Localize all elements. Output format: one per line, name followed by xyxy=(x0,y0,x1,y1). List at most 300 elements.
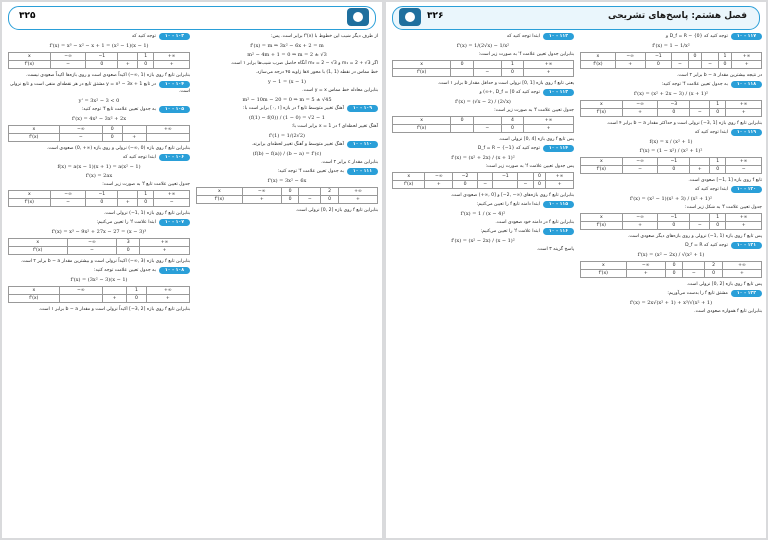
sign-table-cell: x xyxy=(197,188,243,196)
sign-table-cell: 0 xyxy=(658,166,690,174)
sign-table-cell: 1 xyxy=(138,191,154,199)
page-number: ۳۲۶ xyxy=(427,11,444,21)
sign-table-cell: 1 xyxy=(501,61,524,69)
math-formula: f'(x) = (x² − 1)(x² + 3) / (x² + 1)² xyxy=(629,196,712,202)
answer-intro-text: در تابع y = x³ − 3x + 1 مشتق تابع در هر نقطه‌ای منفی است و تابع نزولی است. xyxy=(9,82,190,94)
sign-table-cell xyxy=(59,295,102,303)
sign-table-cell: f'(x) xyxy=(581,166,623,174)
solution-text: بنابراین تابع f روی بازه (0 ,∞−) نزولی و روی بازه (∞+ ,0) صعودی است. xyxy=(46,146,190,151)
sign-table-cell: f'(x) xyxy=(581,270,627,278)
sign-table-cell: − xyxy=(50,61,86,69)
sign-table-cell: 0 xyxy=(688,53,701,61)
solution-text: یعنی تابع f روی بازه [1 ,0] نزولی است و حداقل مقدار b برابر ۱ است. xyxy=(437,81,574,86)
answer-intro-text: آهنگ تغییر متوسط و آهنگ تغییر لحظه‌ای برابرند. xyxy=(251,142,344,147)
sign-table-cell: − xyxy=(473,69,501,77)
sign-table xyxy=(580,100,762,117)
solution-text: بنابراین تابع f روی بازه (1 ,∞−) اکیداً صعودی است و روی بازه‌ها اکیداً صعودی نیست. xyxy=(26,73,190,78)
sign-table-cell: 0 xyxy=(645,61,672,69)
left-page-column-1 xyxy=(8,32,190,315)
solution-text: بنابراین تابع f روی بازه‌های (∞− ,2−] و [0 ,∞+) صعودی است. xyxy=(450,193,574,198)
question-answer-line xyxy=(392,33,574,40)
answer-intro-text: به جدول تعیین علامت f' توجه کنید: xyxy=(661,82,728,87)
sign-table-cell: +∞ xyxy=(154,191,190,199)
answer-intro-text: مشتق تابع f را بدست می‌آوریم: xyxy=(667,291,728,296)
sign-table-cell: −∞ xyxy=(615,53,645,61)
sign-table-cell: 0 xyxy=(710,166,726,174)
question-number-badge: ۱۰ - ۱۰۶ xyxy=(159,154,190,161)
sign-table-cell: +∞ xyxy=(154,53,190,61)
right-page-column-2 xyxy=(580,32,762,317)
sign-table-cell: 0 xyxy=(86,61,118,69)
question-answer-line xyxy=(196,168,378,175)
question-number-badge: ۱۰ - ۱۱۱ xyxy=(347,168,378,175)
sign-table-cell xyxy=(473,117,501,125)
sign-table-cell xyxy=(672,53,689,61)
question-number-badge: ۱۰ - ۱۲۰ xyxy=(731,186,762,193)
sign-table xyxy=(580,213,762,230)
sign-table-cell: − xyxy=(726,166,762,174)
question-answer-line xyxy=(580,186,762,193)
question-number-badge: ۱۰ - ۱۰۷ xyxy=(159,219,190,226)
sign-table-cell: 0 xyxy=(281,196,299,204)
solution-text: بنابراین مقدار c برابر ۲ است. xyxy=(321,160,378,165)
math-formula: f'(x) = (x² − 2x) / √(x² + 1) xyxy=(637,252,705,258)
math-formula: f'(x) = 2ax xyxy=(85,173,113,179)
math-formula: f'(x) = m ⇒ 3x² − 6x + 2 = m xyxy=(250,43,324,49)
sign-table-cell: −∞ xyxy=(622,101,658,109)
math-formula: f'(x) = 1 / (x − 4)² xyxy=(460,211,506,217)
question-number-badge: ۱۰ - ۱۱۷ xyxy=(731,33,762,40)
answer-intro-text: ابتدا توجه کنید که xyxy=(694,187,728,192)
sign-table-cell: −∞ xyxy=(622,158,658,166)
sign-table-cell: +∞ xyxy=(732,53,762,61)
sign-table-cell: −3 xyxy=(658,101,690,109)
sign-table-cell: − xyxy=(690,109,710,117)
solution-text: تابع f روی بازه [1 ,1−] صعودی است. xyxy=(688,178,762,183)
sign-table-cell: +∞ xyxy=(722,262,761,270)
math-formula: f'(x) = 2x√(x² + 1) + x³/√(x² + 1) xyxy=(629,300,713,306)
sign-table-cell: +∞ xyxy=(524,61,574,69)
sign-table-cell: + xyxy=(524,69,574,77)
solution-text: بنابراین تابع f روی بازه [2 ,0] نزولی است. xyxy=(295,208,378,213)
sign-table-cell: x xyxy=(9,191,51,199)
math-formula: y' = 3x² − 3 < 0 xyxy=(78,98,120,104)
sign-table-cell: x xyxy=(9,239,68,247)
answer-intro-text: به جدول تعیین علامت تابع f' توجه کنید: xyxy=(81,107,156,112)
question-answer-line xyxy=(580,290,762,297)
sign-table xyxy=(8,286,190,303)
sign-table-cell: 0 xyxy=(117,247,140,255)
answer-intro-text: توجه کنید که D_f = [0 ,+∞) و xyxy=(479,90,540,95)
answer-intro-text: ابتدا توجه کنید که xyxy=(122,155,156,160)
sign-table xyxy=(8,190,190,207)
sign-table-cell: + xyxy=(154,61,190,69)
chapter-title: فصل هشتم: پاسخ‌های تشریحی xyxy=(608,11,747,21)
sign-table-cell: +∞ xyxy=(146,287,189,295)
solution-text: خط مماس در نقطه (1 ,1) با محور xها زاویه ۴۵ درجه می‌سازد. xyxy=(255,70,378,75)
sign-table-cell: 0 xyxy=(138,199,154,207)
math-formula: f'(x) = 3x² − 6x xyxy=(267,178,307,184)
sign-table-cell: −1 xyxy=(86,191,118,199)
sign-table-cell: f'(x) xyxy=(581,222,623,230)
question-number-badge: ۱۰ - ۱۱۰ xyxy=(347,141,378,148)
sign-table-cell: x xyxy=(581,262,627,270)
sign-table-cell: + xyxy=(102,295,126,303)
solution-text: پس تابع f روی بازه [2 ,0] نزولی است. xyxy=(686,282,762,287)
sign-table-cell: −∞ xyxy=(626,262,665,270)
question-answer-line xyxy=(392,145,574,152)
sign-table-cell: + xyxy=(425,181,453,189)
sign-table-cell: + xyxy=(338,196,377,204)
page-number: ۳۲۵ xyxy=(19,11,36,21)
question-answer-line xyxy=(8,33,190,40)
sign-table-cell: +∞ xyxy=(524,117,574,125)
sign-table-cell: − xyxy=(154,199,190,207)
sign-table-cell: 0 xyxy=(533,181,546,189)
sign-table-cell: f'(x) xyxy=(9,134,60,142)
solution-text: در نتیجه بیشترین مقدار b − a برابر ۲ است. xyxy=(676,73,762,78)
sign-table-cell: −∞ xyxy=(50,53,86,61)
sign-table-cell: 0 xyxy=(710,109,726,117)
question-answer-line xyxy=(8,106,190,113)
sign-table-cell xyxy=(118,53,138,61)
question-answer-line xyxy=(392,201,574,208)
answer-intro-text: به جدول تعیین علامت توجه کنید: xyxy=(93,268,156,273)
sign-table-cell xyxy=(451,69,474,77)
question-number-badge: ۱۰ - ۱۱۴ xyxy=(543,145,574,152)
question-number-badge: ۱۰ - ۱۱۵ xyxy=(543,201,574,208)
sign-table-cell: x xyxy=(581,214,623,222)
sign-table xyxy=(580,261,762,278)
answer-intro-text: ابتدا دامنه تابع f را تعیین می‌کنیم: xyxy=(476,202,540,207)
sign-table-cell: 0 xyxy=(705,270,723,278)
answer-intro-text: آهنگ تغییر متوسط تابع f در بازه [۱ ,۰] برابر است با: xyxy=(243,106,344,111)
solution-text: بنابراین تابع f در دامنه خود صعودی است. xyxy=(495,220,574,225)
sign-table-cell: 0 xyxy=(710,222,726,230)
sign-table-cell: 0 xyxy=(533,173,546,181)
sign-table-cell: 1 xyxy=(710,158,726,166)
question-answer-line xyxy=(580,129,762,136)
sign-table-cell: −2 xyxy=(453,173,478,181)
sign-table-cell xyxy=(683,262,705,270)
sign-table-cell: f'(x) xyxy=(9,199,51,207)
sign-table-cell: − xyxy=(622,166,658,174)
question-answer-line xyxy=(580,81,762,88)
sign-table xyxy=(8,52,190,69)
sign-table-cell: 0 xyxy=(138,61,154,69)
sign-table-cell: 2 xyxy=(321,188,339,196)
answer-intro-text: ابتدا علامت f' را تعیین می‌کنیم: xyxy=(96,220,156,225)
sign-table-cell: + xyxy=(122,134,146,142)
sign-table-cell: 0 xyxy=(658,222,690,230)
sign-table-cell: 0 xyxy=(658,109,690,117)
question-answer-line xyxy=(392,89,574,96)
solution-text: بنابراین تابع f روی بازه [2 ,3−] اکیداً نزولی است و مقدار b − a برابر ۱ است. xyxy=(38,307,190,312)
question-number-badge: ۱۰ - ۱۰۴ xyxy=(159,81,190,88)
sign-table-cell: +∞ xyxy=(140,239,190,247)
sign-table-cell: 0 xyxy=(501,125,524,133)
solution-text: جدول تعیین علامت تابع f' به صورت زیر است: xyxy=(102,182,190,187)
sign-table-cell: 1 xyxy=(718,53,731,61)
sign-table-cell: − xyxy=(672,61,689,69)
question-number-badge: ۱۰ - ۱۰۸ xyxy=(159,267,190,274)
question-number-badge: ۱۰ - ۱۱۶ xyxy=(543,228,574,235)
solution-text: جدول تعیین علامت f' به شکل زیر است: xyxy=(685,205,762,210)
sign-table-cell: 1 xyxy=(138,53,154,61)
sign-table-cell xyxy=(690,101,710,109)
sign-table-cell xyxy=(146,134,189,142)
sign-table-cell: f'(x) xyxy=(581,61,616,69)
sign-table-cell: 0 xyxy=(127,295,147,303)
sign-table-cell xyxy=(118,191,138,199)
math-formula: f'(x) = 1 − 1/x² xyxy=(652,43,690,49)
sign-table-cell xyxy=(477,173,492,181)
sign-table xyxy=(196,187,378,204)
sign-table-cell: 0 xyxy=(501,69,524,77)
sign-table-cell: x xyxy=(581,53,616,61)
left-page-column-2 xyxy=(196,32,378,216)
sign-table-cell: + xyxy=(732,61,762,69)
sign-table-cell: −1 xyxy=(645,53,672,61)
sign-table-cell: 0 xyxy=(451,61,474,69)
sign-table-cell: − xyxy=(67,247,117,255)
sign-table-cell: + xyxy=(546,181,574,189)
sign-table-cell: − xyxy=(473,125,501,133)
sign-table-cell: f'(x) xyxy=(393,125,451,133)
sign-table-cell: +∞ xyxy=(726,101,762,109)
sign-table-cell: x xyxy=(581,101,623,109)
sign-table-cell: +∞ xyxy=(726,214,762,222)
solution-text: بنابراین تابع f روی بازه [1 ,3−] نزولی است و حداکثر مقدار b − a برابر ۴ است. xyxy=(606,121,762,126)
math-formula: f'(x) = 4x³ − 3x² + 2x xyxy=(71,116,127,122)
sign-table-cell: −∞ xyxy=(242,188,281,196)
math-formula: f'(x) = x³ − x² − x + 1 = (x² − 1)(x − 1) xyxy=(49,43,149,49)
math-formula: f'(x) = (3x² − 3)(x − 1) xyxy=(70,277,128,283)
sign-table-cell: 0 xyxy=(102,126,122,134)
sign-table-cell: f'(x) xyxy=(581,109,623,117)
sign-table-cell: x xyxy=(9,287,60,295)
sign-table-cell: + xyxy=(118,199,138,207)
question-answer-line xyxy=(392,228,574,235)
sign-table-cell xyxy=(518,173,533,181)
answer-intro-text: ابتدا توجه کنید که xyxy=(694,130,728,135)
question-answer-line xyxy=(8,154,190,161)
sign-table-cell: + xyxy=(722,270,761,278)
sign-table-cell: +∞ xyxy=(726,158,762,166)
question-number-badge: ۱۰ - ۱۱۹ xyxy=(731,129,762,136)
sign-table-cell: −∞ xyxy=(425,173,453,181)
sign-table-cell: −∞ xyxy=(50,191,86,199)
sign-table xyxy=(392,60,574,77)
sign-table-cell xyxy=(688,61,701,69)
sign-table-cell: − xyxy=(690,222,710,230)
sign-table-cell xyxy=(451,125,474,133)
question-answer-line xyxy=(8,267,190,274)
sign-table-cell: 0 xyxy=(665,262,683,270)
solution-text: پس تابع f روی بازه [4 ,0] نزولی است. xyxy=(498,137,574,142)
math-formula: f'(x) = x³ − 9x² + 27x − 27 = (x − 3)³ xyxy=(51,229,147,235)
question-answer-line xyxy=(580,33,762,40)
math-formula: (f(b) − f(a)) / (b − a) = f'(c) xyxy=(252,151,322,157)
sign-table-cell: f'(x) xyxy=(9,61,51,69)
sign-table-cell: 1 xyxy=(710,214,726,222)
sign-table xyxy=(580,52,762,69)
sign-table-cell: 0 xyxy=(321,196,339,204)
sign-table-cell: − xyxy=(50,199,86,207)
answer-intro-text: ابتدا علامت f' را تعیین می‌کنیم: xyxy=(480,229,540,234)
sign-table-cell: 0 xyxy=(718,61,731,69)
math-formula: f'(x) = (x² + 2x) / (x + 1)² xyxy=(451,155,515,161)
right-page xyxy=(386,2,766,538)
sign-table-cell: +∞ xyxy=(546,173,574,181)
question-number-badge: ۱۰ - ۱۲۱ xyxy=(731,242,762,249)
sign-table-cell: f'(x) xyxy=(197,196,243,204)
sign-table-cell: + xyxy=(726,222,762,230)
sign-table-cell: − xyxy=(683,270,705,278)
sign-table-cell xyxy=(702,53,719,61)
question-answer-line xyxy=(8,81,190,95)
sign-table-cell: −1 xyxy=(658,214,690,222)
sign-table-cell: +∞ xyxy=(338,188,377,196)
sign-table-cell: + xyxy=(622,109,658,117)
sign-table xyxy=(8,125,190,142)
math-formula: f'(x) = (√x − 2) / (2√x) xyxy=(455,99,511,105)
sign-table xyxy=(580,157,762,174)
sign-table-cell: 0 xyxy=(86,199,118,207)
page-header xyxy=(392,6,760,30)
sign-table-cell: +∞ xyxy=(146,126,189,134)
sign-table-cell: x xyxy=(393,117,451,125)
sign-table-cell: 0 xyxy=(453,181,478,189)
sign-table-cell xyxy=(102,287,126,295)
question-number-badge: ۱۰ - ۱۱۳ xyxy=(543,89,574,96)
math-formula: f'(x) = (x² + 2x − 3) / (x + 1)² xyxy=(633,91,709,97)
question-number-badge: ۱۰ - ۱۱۸ xyxy=(731,81,762,88)
sign-table-cell xyxy=(493,181,518,189)
sign-table-cell: + xyxy=(242,196,281,204)
sign-table-cell: 0 xyxy=(281,188,299,196)
sign-table-cell: 3 xyxy=(117,239,140,247)
sign-table-cell: −∞ xyxy=(622,214,658,222)
publisher-logo-icon xyxy=(347,8,369,26)
question-answer-line xyxy=(580,242,762,249)
sign-table-cell: + xyxy=(524,125,574,133)
sign-table-cell: x xyxy=(9,126,60,134)
sign-table-cell: 1 xyxy=(127,287,147,295)
question-number-badge: ۱۰ - ۱۰۳ xyxy=(159,33,190,40)
sign-table-cell: + xyxy=(140,247,190,255)
sign-table-cell: −∞ xyxy=(59,287,102,295)
sign-table-cell: + xyxy=(726,109,762,117)
math-formula: f'(x) = (1 − x²) / (x² + 1)² xyxy=(639,148,703,154)
sign-table-cell: 0 xyxy=(451,117,474,125)
sign-table xyxy=(8,238,190,255)
sign-table-cell xyxy=(690,214,710,222)
sign-table-cell: −1 xyxy=(658,158,690,166)
math-formula: f(x) = a(x − 1)(x + 1) = a(x² − 1) xyxy=(57,164,141,170)
sign-table-cell: − xyxy=(477,181,492,189)
solution-text: پس تابع f روی بازه (1 ,1−) نزولی و روی بازه‌های دیگر صعودی است. xyxy=(627,234,762,239)
solution-text: پس جدول تعیین علامت f' به صورت زیر است: xyxy=(485,164,574,169)
solution-text: بنابراین تابع f همواره صعودی است. xyxy=(694,309,762,314)
solution-text: آهنگ تغییر لحظه‌ای f در x = 1 برابر است با: xyxy=(291,124,378,129)
sign-table-cell: + xyxy=(626,270,665,278)
math-formula: m² − 10m − 20 = 0 ⇒ m = 5 ± √45 xyxy=(242,97,332,103)
sign-table xyxy=(392,172,574,189)
sign-table-cell: − xyxy=(702,61,719,69)
math-formula: f(x) = x / (x² + 1) xyxy=(649,139,693,145)
page-header xyxy=(8,6,376,30)
question-answer-line xyxy=(8,219,190,226)
math-formula: f'(x) = 1/(2√x) − 1/x² xyxy=(456,43,510,49)
sign-table-cell: + xyxy=(118,61,138,69)
sign-table-cell: + xyxy=(622,222,658,230)
sign-table-cell xyxy=(299,188,321,196)
sign-table-cell: 0 xyxy=(665,270,683,278)
sign-table-cell: + xyxy=(146,295,189,303)
sign-table-cell: x xyxy=(393,173,425,181)
sign-table-cell: −∞ xyxy=(67,239,117,247)
solution-text: بنابراین تابع f روی بازه (1 ,1−) نزولی است. xyxy=(103,211,190,216)
solution-text: پاسخ گزینه ۳ است. xyxy=(536,247,574,252)
sign-table-cell: f'(x) xyxy=(393,69,451,77)
math-formula: f'(1) = 1/(2√2) xyxy=(269,133,305,139)
sign-table-cell: 0 xyxy=(102,134,122,142)
sign-table-cell: x xyxy=(581,158,623,166)
answer-intro-text: توجه کنید که D_f = R xyxy=(685,243,728,248)
sign-table-cell: 4 xyxy=(501,117,524,125)
solution-text: جدول تعیین علامت f' به صورت زیر است: xyxy=(494,108,574,113)
sign-table xyxy=(392,116,574,133)
sign-table-cell: x xyxy=(9,53,51,61)
question-number-badge: ۱۰ - ۱۲۲ xyxy=(731,290,762,297)
question-number-badge: ۱۰ - ۱۰۵ xyxy=(159,106,190,113)
math-formula: y − 1 = (x − 1) xyxy=(267,79,306,85)
sign-table-cell: f'(x) xyxy=(9,295,60,303)
solution-text: از طرف دیگر شیب این خطوط با f'(x) برابر است. پس: xyxy=(270,34,378,39)
sign-table-cell: f'(x) xyxy=(393,181,425,189)
answer-intro-text: ابتدا توجه کنید که xyxy=(506,34,540,39)
question-number-badge: ۱۰ - ۱۱۲ xyxy=(543,33,574,40)
sign-table-cell: − xyxy=(299,196,321,204)
publisher-logo-icon xyxy=(399,8,421,26)
answer-intro-text: توجه کنید که xyxy=(131,34,156,39)
sign-table-cell: −1 xyxy=(493,173,518,181)
math-formula: (f(1) − f(0)) / (1 − 0) = √2 − 1 xyxy=(249,115,325,121)
sign-table-cell xyxy=(122,126,146,134)
answer-intro-text: توجه کنید که D_f = R − {−1} xyxy=(477,146,540,151)
solution-text: بنابراین تابع f روی بازه (3 ,∞−) اکیداً نزولی است و بیشترین مقدار b − a برابر ۲ است. xyxy=(20,259,190,264)
sign-table-cell: −1 xyxy=(86,53,118,61)
answer-intro-text: توجه کنید که D_f = R − {0} و xyxy=(665,34,728,39)
sign-table-cell: − xyxy=(518,181,533,189)
sign-table-cell: + xyxy=(615,61,645,69)
left-page xyxy=(2,2,382,538)
question-answer-line xyxy=(196,141,378,148)
math-formula: f'(x) = (x² − 2x) / (x − 1)² xyxy=(451,238,515,244)
solution-text: بنابراین جدول تعیین علامت f' به صورت زیر است: xyxy=(478,52,574,57)
solution-text: بنابراین معادله خط مماس y = x است. xyxy=(302,88,378,93)
sign-table-cell: − xyxy=(59,134,102,142)
sign-table-cell: f'(x) xyxy=(9,247,68,255)
sign-table-cell: 2 xyxy=(705,262,723,270)
sign-table-cell: x xyxy=(393,61,451,69)
solution-text: اگر m₁ = 2 + √3 و m₂ = 2 − √3 آنگاه حاصل ضرب شیب‌ها برابر ۱ است. xyxy=(230,61,378,66)
right-page-column-1 xyxy=(392,32,574,255)
sign-table-cell: + xyxy=(690,166,710,174)
sign-table-cell: −∞ xyxy=(59,126,102,134)
math-formula: m² − 4m + 1 = 0 ⇒ m = 2 ± √3 xyxy=(247,52,327,58)
